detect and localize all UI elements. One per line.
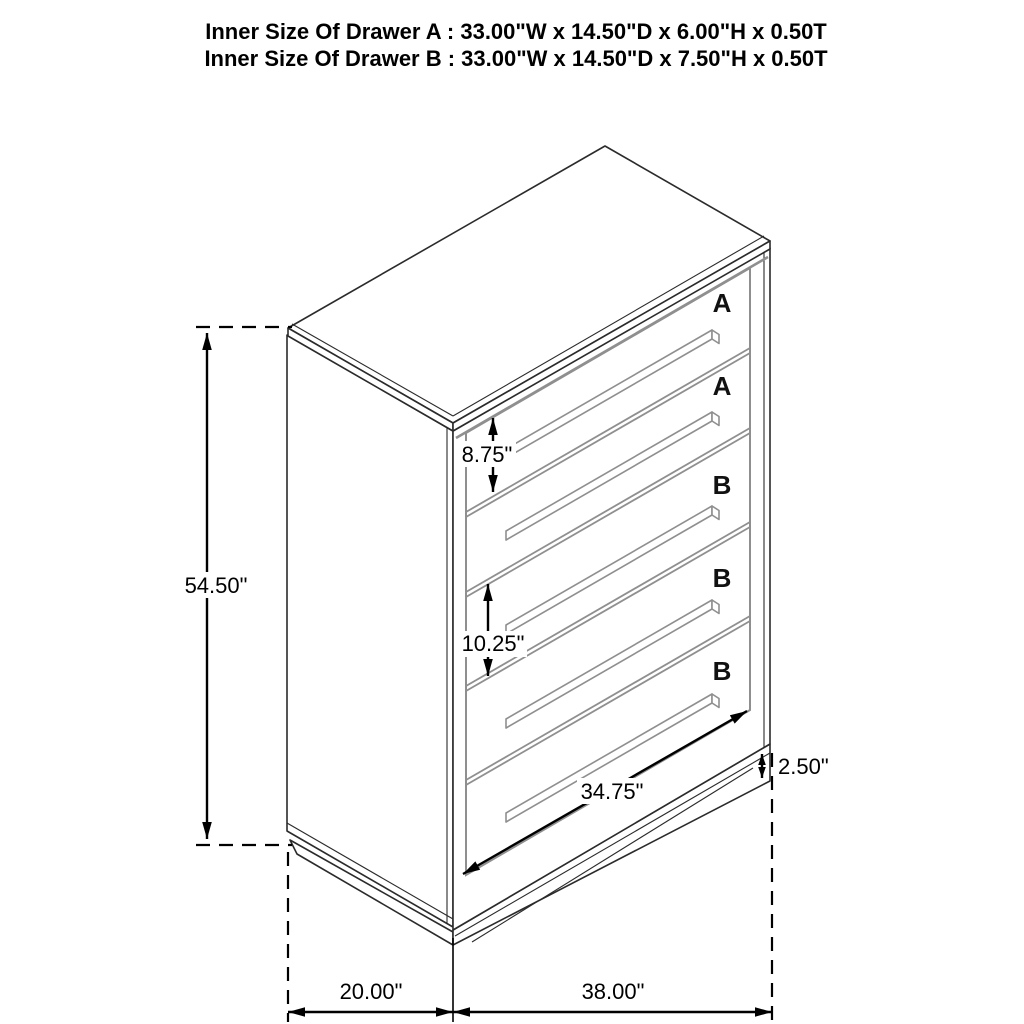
depth-label: 20.00"	[339, 979, 403, 1004]
drawer-b-front-height-label: 10.25"	[461, 631, 525, 656]
drawer-label-3: B	[712, 470, 732, 500]
drawer-label-4: B	[712, 563, 732, 593]
drawer-opening-width-label: 34.75"	[580, 779, 644, 804]
title-line-1: Inner Size Of Drawer A : 33.00"W x 14.50"D x 6.00"H x 0.50T	[205, 19, 827, 44]
cabinet	[287, 146, 770, 945]
title-line-2: Inner Size Of Drawer B : 33.00"W x 14.50"D x 7.50"H x 0.50T	[204, 46, 828, 71]
drawer-label-2: A	[712, 371, 732, 401]
drawer-label-5: B	[712, 656, 732, 686]
width-label: 38.00"	[581, 979, 645, 1004]
side-panel	[287, 335, 453, 927]
base-height-label: 2.50"	[778, 754, 829, 779]
title-block	[204, 19, 828, 71]
drawer-label-1: A	[712, 288, 732, 318]
drawer-a-front-height-label: 8.75"	[461, 442, 513, 467]
overall-height-label: 54.50"	[184, 573, 248, 598]
